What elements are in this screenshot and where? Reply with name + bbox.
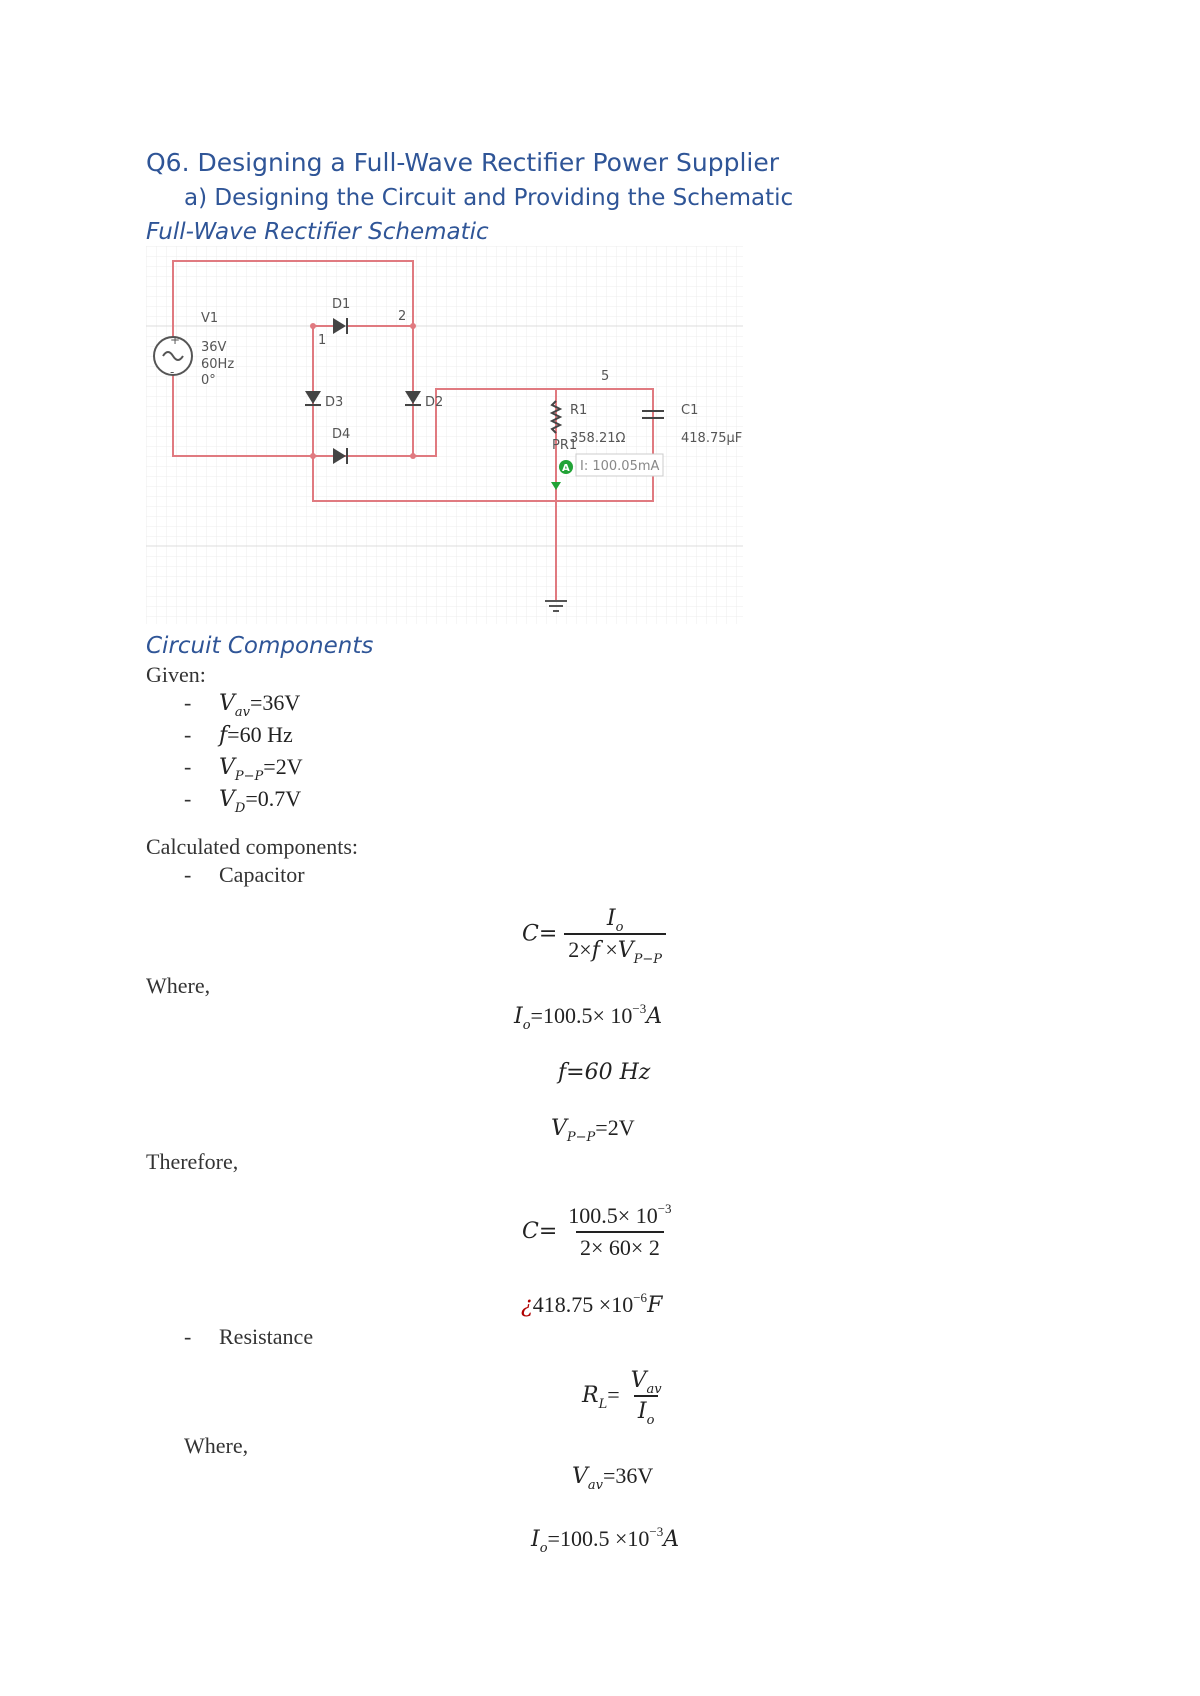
diode-d3-label: D3 [325, 395, 344, 410]
resistor-r1-label: R1 [570, 403, 588, 418]
io-equation-2: $I_o=100.5 \times 10^{-3}A$ [531, 1524, 680, 1556]
resistance-formula: $R_L=$ $\frac{V_{av}}{I_o}$ [582, 1368, 662, 1428]
capacitor-calculation: C= $\frac{100.5\times 10^{-3}}{2\times 60\times 2}$ [522, 1201, 672, 1260]
node-1-label: 1 [318, 333, 327, 348]
where-label: Where, [146, 973, 211, 998]
schematic-heading: Full-Wave Rectifier Schematic [146, 219, 489, 245]
given-item: - $V_{av}=36V$ [184, 690, 301, 720]
bullet: - [184, 862, 192, 887]
svg-text:-: - [170, 365, 175, 379]
resistance-label: Resistance [219, 1324, 314, 1349]
diode-d4-label: D4 [332, 427, 351, 442]
probe-readout: I: 100.05mA [580, 459, 660, 474]
bullet: - [184, 1324, 192, 1349]
diode-d1-label: D1 [332, 297, 351, 312]
calculated-label: Calculated components: [146, 834, 358, 859]
probe-label: PR1 [552, 438, 578, 453]
probe-badge: A [562, 463, 570, 474]
svg-text:+: + [170, 333, 181, 347]
source-voltage: 36V [201, 340, 227, 355]
vpp-equation: $V_{P-P}=2V$ [551, 1115, 635, 1145]
io-equation: $I_o=100.5\times 10^{-3}A$ [514, 1001, 663, 1033]
resistor-r1-value: 358.21Ω [570, 431, 626, 446]
f-equation: f=60 Hz [558, 1060, 651, 1085]
page-title: Q6. Designing a Full-Wave Rectifier Power Supplier [146, 148, 779, 177]
capacitor-formula: C= $\frac{I_o}{2\times f \times V_{P-P}}$ [522, 906, 666, 963]
given-item: - f=60 Hz [184, 722, 293, 748]
capacitor-result: ¿$418.75 \times 10^{-6}F$ [521, 1290, 663, 1318]
capacitor-c1-label: C1 [681, 403, 699, 418]
source-frequency: 60Hz [201, 357, 235, 372]
vav-equation: $V_{av}=36V$ [572, 1463, 654, 1493]
rectifier-schematic [146, 246, 746, 626]
where-label: Where, [184, 1433, 249, 1458]
capacitor-c1-value: 418.75μF [681, 431, 743, 446]
section-subtitle: a) Designing the Circuit and Providing the Schematic [184, 185, 794, 211]
given-label: Given: [146, 662, 206, 687]
given-list [184, 690, 303, 818]
diode-d2-label: D2 [425, 395, 444, 410]
node-5-label: 5 [601, 369, 610, 384]
given-item: - $V_{P-P}=2V$ [184, 754, 303, 784]
node-2-label: 2 [398, 309, 407, 324]
source-name: V1 [201, 311, 219, 326]
source-phase: 0° [201, 373, 216, 388]
therefore-label: Therefore, [146, 1149, 239, 1174]
components-heading: Circuit Components [146, 633, 374, 659]
given-item: - $V_D=0.7V$ [184, 786, 302, 816]
capacitor-label: Capacitor [219, 862, 305, 887]
